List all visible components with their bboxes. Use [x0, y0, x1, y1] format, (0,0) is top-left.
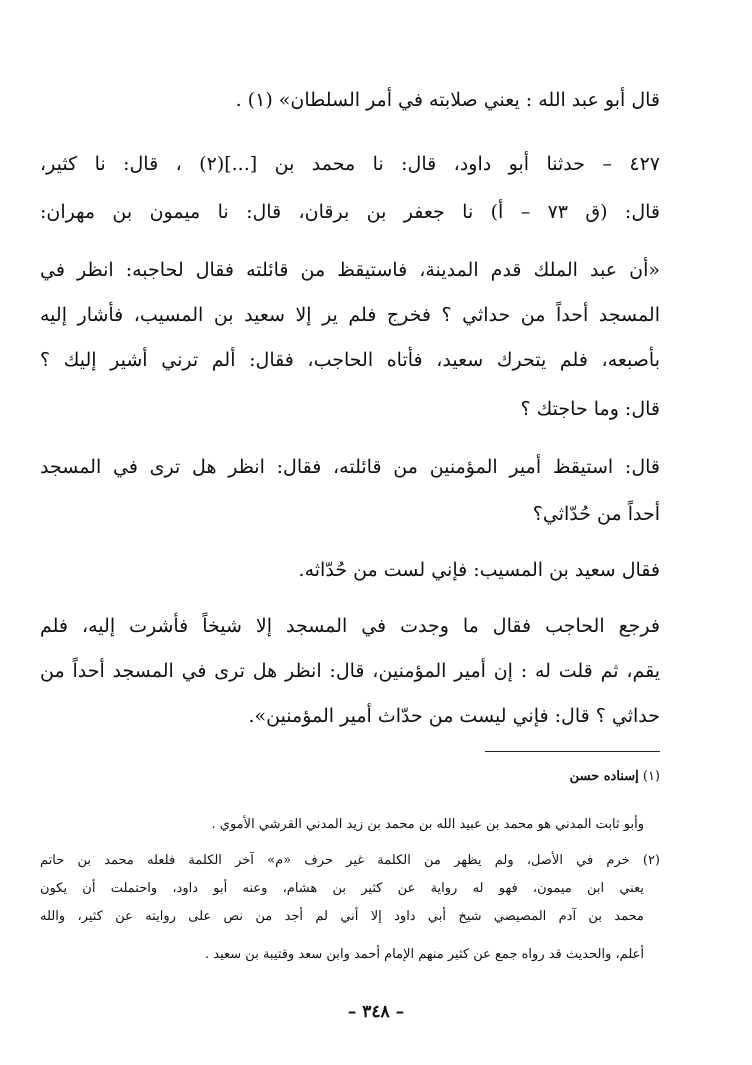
narration-line-5: قال: استيقظ أمير المؤمنين من قائلته، فقال: انظر هل ترى في المسجد [40, 456, 660, 478]
footnote-2-line-1: (٢) خرم في الأصل، ولم يظهر من الكلمة غير حرف «م» آخر الكلمة فلعله محمد بن حاتم [40, 853, 660, 868]
narration-line-2: المسجد أحداً من حداثي ؟ فخرج فلم ير إلا سعيد بن المسيب، فأشار إليه [40, 304, 660, 326]
hadith-427-line-1: ٤٢٧ – حدثنا أبو داود، قال: نا محمد بن [...](٢) ، قال: نا كثير، [40, 153, 660, 175]
document-page [40, 0, 660, 1065]
narration-line-7: فقال سعيد بن المسيب: فإني لست من حُدّاثه. [298, 559, 660, 581]
footnote-2-line-2: يعني ابن ميمون، فهو له رواية عن كثير بن هشام، وعنه أبو داود، واحتملت أن يكون [40, 881, 644, 896]
footnote-separator [485, 751, 660, 752]
footnote-1-number: (١) [642, 769, 660, 784]
narration-line-6: أحداً من حُدّاثي؟ [532, 503, 660, 525]
footnote-1-heading-line [40, 766, 660, 788]
narration-line-4: قال: وما حاجتك ؟ [520, 398, 660, 420]
narration-line-10: حداثي ؟ قال: فإني ليست من حدّاث أمير المؤمنين». [248, 705, 660, 727]
footnote-1-heading: إسناده حسن [569, 769, 639, 784]
hadith-427-line-2: قال: (ق ٧٣ – أ) نا جعفر بن برقان، قال: نا ميمون بن مهران: [40, 201, 660, 223]
narration-line-8: فرجع الحاجب فقال ما وجدت في المسجد إلا شيخاً فأشرت إليه، فلم [40, 615, 660, 637]
body-line-1: قال أبو عبد الله : يعني صلابته في أمر السلطان» (١) . [235, 89, 660, 111]
footnote-2-line-3: محمد بن آدم المصيصي شيخ أبي داود إلا أني لم أجد من نص على روايته عن كثير، والله [40, 909, 644, 924]
narration-line-9: يقم، ثم قلت له : إن أمير المؤمنين، قال: انظر هل ترى في المسجد أحداً من [40, 660, 660, 682]
footnote-2-line-4: أعلم، والحديث قد رواه جمع عن كثير منهم الإمام أحمد وابن سعد وقتيبة بن سعيد . [205, 947, 644, 962]
page-number: – ٣٤٨ – [347, 1002, 405, 1022]
narration-line-1: «أن عبد الملك قدم المدينة، فاستيقظ من قائلته فقال لحاجبه: انظر في [40, 259, 660, 281]
narration-line-3: بأصبعه، فلم يتحرك سعيد، فأتاه الحاجب، فقال: ألم ترني أشير إليك ؟ [40, 349, 660, 371]
footnote-1-text: وأبو ثابت المدني هو محمد بن عبيد الله بن محمد بن زيد المدني القرشي الأموي . [211, 817, 644, 832]
